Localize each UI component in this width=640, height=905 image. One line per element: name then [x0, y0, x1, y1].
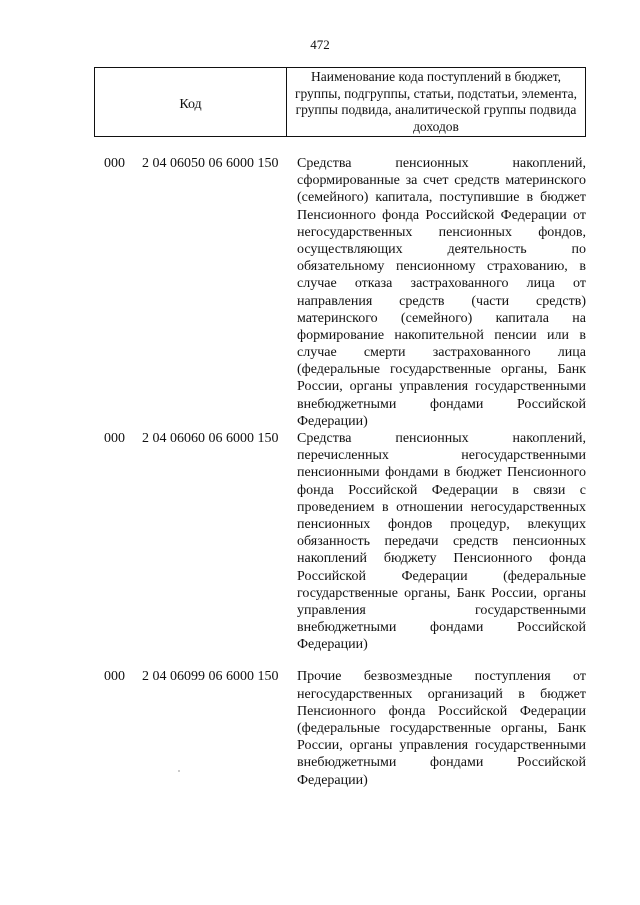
desc-line: Средства пенсионных накоплений, — [297, 156, 586, 171]
desc-line: Пенсионного фонда Российской Федерации от — [297, 207, 586, 223]
desc-line: обязанность передачи средств пенсионных — [297, 534, 586, 550]
entry-description — [297, 668, 586, 788]
entry-income-code: 2 04 06060 06 6000 150 — [142, 431, 279, 446]
desc-line: внебюджетными фондами Российской — [297, 755, 586, 771]
desc-line: государственные органы, Банк России, органы — [297, 585, 586, 601]
entry-admin-code: 000 — [104, 156, 125, 171]
entry-06060 — [0, 430, 640, 653]
header-code-cell: Код — [95, 68, 287, 136]
desc-line: Федерации) — [297, 772, 368, 788]
entry-admin-code: 000 — [104, 669, 125, 685]
desc-line: осуществляющих деятельность по — [297, 241, 586, 257]
desc-line: (федеральные государственные органы, Банк — [297, 362, 586, 378]
desc-line: направления средств (части средств) — [297, 293, 586, 309]
desc-line: (федеральные государственные органы, Банк — [297, 721, 586, 736]
desc-line: случае смерти застрахованного лица — [297, 345, 586, 361]
desc-line: пенсионных фондов процедур, влекущих — [297, 516, 586, 532]
entry-admin-code: 000 — [104, 431, 125, 446]
desc-line: негосударственных пенсионных фондов, — [297, 224, 586, 240]
desc-line: России, органы управления государственными — [297, 738, 586, 754]
entries-list — [0, 155, 640, 789]
desc-line: Прочие безвозмездные поступления от — [297, 669, 586, 685]
desc-line: Средства пенсионных накоплений, — [297, 431, 586, 446]
desc-line: случае отказа застрахованного лица от — [297, 276, 586, 292]
desc-line: Федерации) — [297, 413, 368, 429]
desc-line: проведением в отношении негосударственных — [297, 499, 586, 515]
entry-income-code: 2 04 06050 06 6000 150 — [142, 156, 279, 171]
desc-line: управления государственными — [297, 602, 586, 618]
entry-description — [297, 155, 586, 430]
desc-line: фонда Российской Федерации в связи с — [297, 482, 586, 498]
desc-line: материнского (семейного) капитала на — [297, 310, 586, 326]
desc-line: накоплений бюджету Пенсионного фонда — [297, 551, 586, 567]
entry-06050 — [0, 155, 640, 430]
entry-06099 — [0, 668, 640, 788]
desc-line: внебюджетными фондами Российской — [297, 620, 586, 636]
header-name-cell: Наименование кода поступлений в бюджет, группы, подгруппы, статьи, подстатьи, элемента, группы подвида, аналитической группы подвида доходов — [294, 69, 578, 134]
desc-line: пенсионными фондами в бюджет Пенсионного — [297, 465, 586, 481]
desc-line: сформированные за счет средств материнского — [297, 173, 586, 189]
entry-spacer — [0, 653, 640, 668]
desc-line: обязательному пенсионному страхованию, в — [297, 259, 586, 275]
scan-speck — [178, 770, 180, 772]
desc-line: России, органы управления государственными — [297, 379, 586, 395]
desc-line: Пенсионного фонда Российской Федерации — [297, 703, 586, 719]
entry-description — [297, 430, 586, 653]
table-header — [94, 67, 586, 137]
desc-line: формирование накопительной пенсии или в — [297, 327, 586, 343]
page-number: 472 — [310, 37, 330, 52]
desc-line: Российской Федерации (федеральные — [297, 568, 586, 584]
desc-line: (семейного) капитала, поступившие в бюджет — [297, 190, 586, 206]
desc-line: внебюджетными фондами Российской — [297, 396, 586, 412]
desc-line: перечисленных негосударственными — [297, 448, 586, 464]
entry-income-code: 2 04 06099 06 6000 150 — [142, 669, 279, 685]
desc-line: негосударственных организаций в бюджет — [297, 686, 586, 702]
desc-line: Федерации) — [297, 637, 368, 653]
